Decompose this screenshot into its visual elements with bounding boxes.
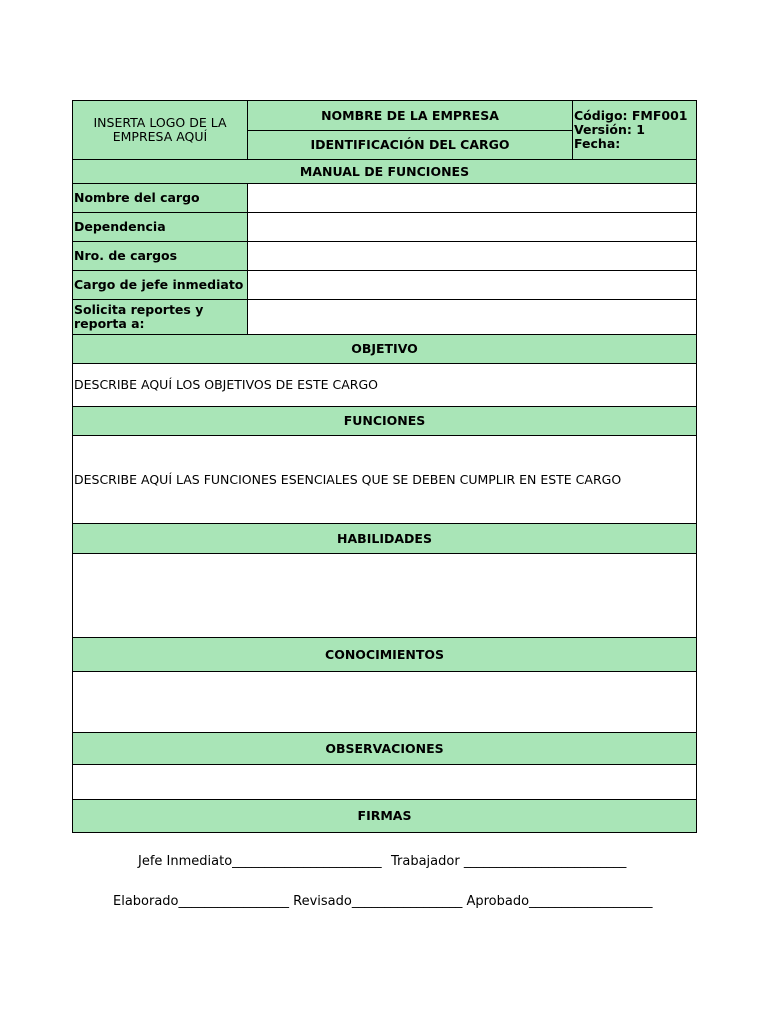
field-row-dependencia — [73, 213, 697, 242]
field-row-reporta — [73, 300, 697, 335]
section-content-objetivo[interactable]: DESCRIBE AQUÍ LOS OBJETIVOS DE ESTE CARGO — [73, 364, 697, 407]
job-description-form — [72, 100, 696, 833]
field-value-dependencia[interactable] — [248, 213, 697, 242]
document-subtitle: IDENTIFICACIÓN DEL CARGO — [248, 131, 573, 160]
field-label: Cargo de jefe inmediato — [73, 271, 248, 300]
document-code: Código: FMF001 — [574, 108, 688, 123]
section-content-observaciones[interactable] — [73, 765, 697, 800]
signature-jefe-inmediato[interactable]: Jefe Inmediato_______________________ — [138, 854, 382, 869]
section-title-conocimientos: CONOCIMIENTOS — [73, 638, 697, 672]
field-label: Nombre del cargo — [73, 184, 248, 213]
form-table — [72, 100, 697, 833]
document-date: Fecha: — [574, 136, 621, 151]
section-title-observaciones: OBSERVACIONES — [73, 733, 697, 765]
company-name: NOMBRE DE LA EMPRESA — [248, 101, 573, 131]
document-version: Versión: 1 — [574, 122, 645, 137]
field-value-nombre[interactable] — [248, 184, 697, 213]
field-value-jefe[interactable] — [248, 271, 697, 300]
field-label: Nro. de cargos — [73, 242, 248, 271]
signature-trabajador[interactable]: Trabajador _________________________ — [391, 854, 627, 869]
section-content-conocimientos[interactable] — [73, 672, 697, 733]
section-content-funciones[interactable]: DESCRIBE AQUÍ LAS FUNCIONES ESENCIALES QUE SE DEBEN CUMPLIR EN ESTE CARGO — [73, 436, 697, 524]
document-meta — [573, 101, 697, 160]
field-row-nro-cargos — [73, 242, 697, 271]
section-title-objetivo: OBJETIVO — [73, 335, 697, 364]
manual-title: MANUAL DE FUNCIONES — [73, 160, 697, 184]
field-value-reporta[interactable] — [248, 300, 697, 335]
section-title-firmas: FIRMAS — [73, 800, 697, 833]
field-row-nombre — [73, 184, 697, 213]
field-value-nro-cargos[interactable] — [248, 242, 697, 271]
field-label: Solicita reportes y reporta a: — [73, 300, 248, 335]
section-title-habilidades: HABILIDADES — [73, 524, 697, 554]
signature-approvals[interactable]: Elaborado_________________ Revisado_________________ Aprobado___________________ — [113, 894, 653, 909]
section-content-habilidades[interactable] — [73, 554, 697, 638]
field-row-jefe — [73, 271, 697, 300]
field-label: Dependencia — [73, 213, 248, 242]
logo-placeholder: INSERTA LOGO DE LA EMPRESA AQUÍ — [73, 101, 248, 160]
section-title-funciones: FUNCIONES — [73, 407, 697, 436]
